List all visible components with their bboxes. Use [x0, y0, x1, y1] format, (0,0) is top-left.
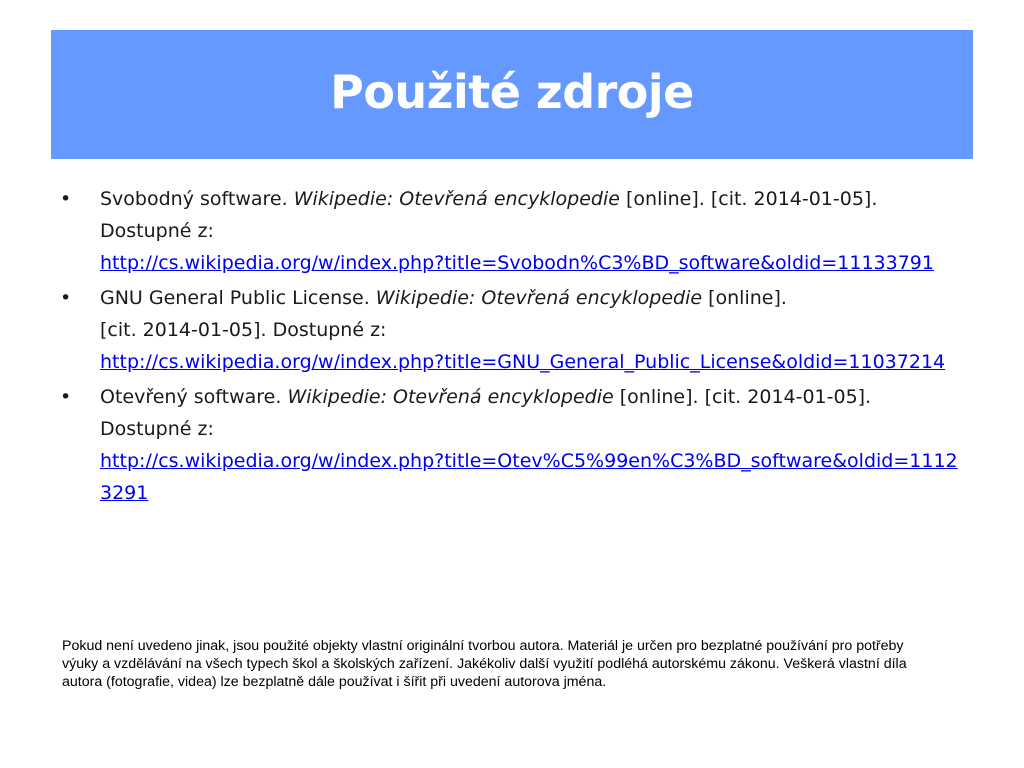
reference-medium: [online]. [cit. 2014-01-05].	[619, 386, 872, 408]
reference-subject: Otevřený software.	[100, 386, 282, 408]
reference-link[interactable]: http://cs.wikipedia.org/w/index.php?title=Svobodn%C3%BD_software&oldid=11133791	[100, 252, 934, 274]
reference-work: Wikipedie: Otevřená encyklopedie	[293, 188, 620, 210]
reference-link[interactable]: http://cs.wikipedia.org/w/index.php?title=Otev%C5%99en%C3%BD_software&oldid=11123291	[100, 450, 958, 504]
reference-item	[60, 183, 965, 279]
bullet-icon: •	[60, 386, 72, 408]
reference-subject: GNU General Public License.	[100, 287, 370, 309]
reference-citation	[100, 282, 965, 314]
slide-title: Použité zdroje	[330, 64, 694, 119]
title-bar	[51, 30, 973, 159]
reference-cit-line	[100, 314, 965, 346]
reference-item	[60, 381, 965, 509]
bullet-icon: •	[60, 287, 72, 309]
reference-medium: [online].	[708, 287, 787, 309]
reference-citation	[100, 381, 965, 413]
reference-available: Dostupné z:	[100, 220, 214, 242]
reference-subject: Svobodný software.	[100, 188, 288, 210]
reference-medium: [online]. [cit. 2014-01-05].	[625, 188, 878, 210]
reference-work: Wikipedie: Otevřená encyklopedie	[375, 287, 703, 309]
reference-item	[60, 282, 965, 378]
reference-list	[60, 183, 965, 512]
reference-available: Dostupné z:	[272, 319, 387, 341]
bullet-icon: •	[60, 188, 72, 210]
reference-citation	[100, 183, 965, 215]
reference-work: Wikipedie: Otevřená encyklopedie	[287, 386, 614, 408]
reference-link[interactable]: http://cs.wikipedia.org/w/index.php?title=GNU_General_Public_License&oldid=11037214	[100, 351, 946, 373]
reference-cit: [cit. 2014-01-05].	[100, 319, 267, 341]
copyright-note: Pokud není uvedeno jinak, jsou použité objekty vlastní originální tvorbou autora. Materiál je určen pro bezplatné používání pro potřeby výuky a vzdělávání na všech typech škol a školských zařízení. Jakékoliv další využití podléhá autorskému zákonu. Veškerá vlastní díla autora (fotografie, videa) lze bezplatně dále používat i šířit při uvedení autorova jména.	[62, 638, 907, 690]
reference-available: Dostupné z:	[100, 418, 214, 440]
